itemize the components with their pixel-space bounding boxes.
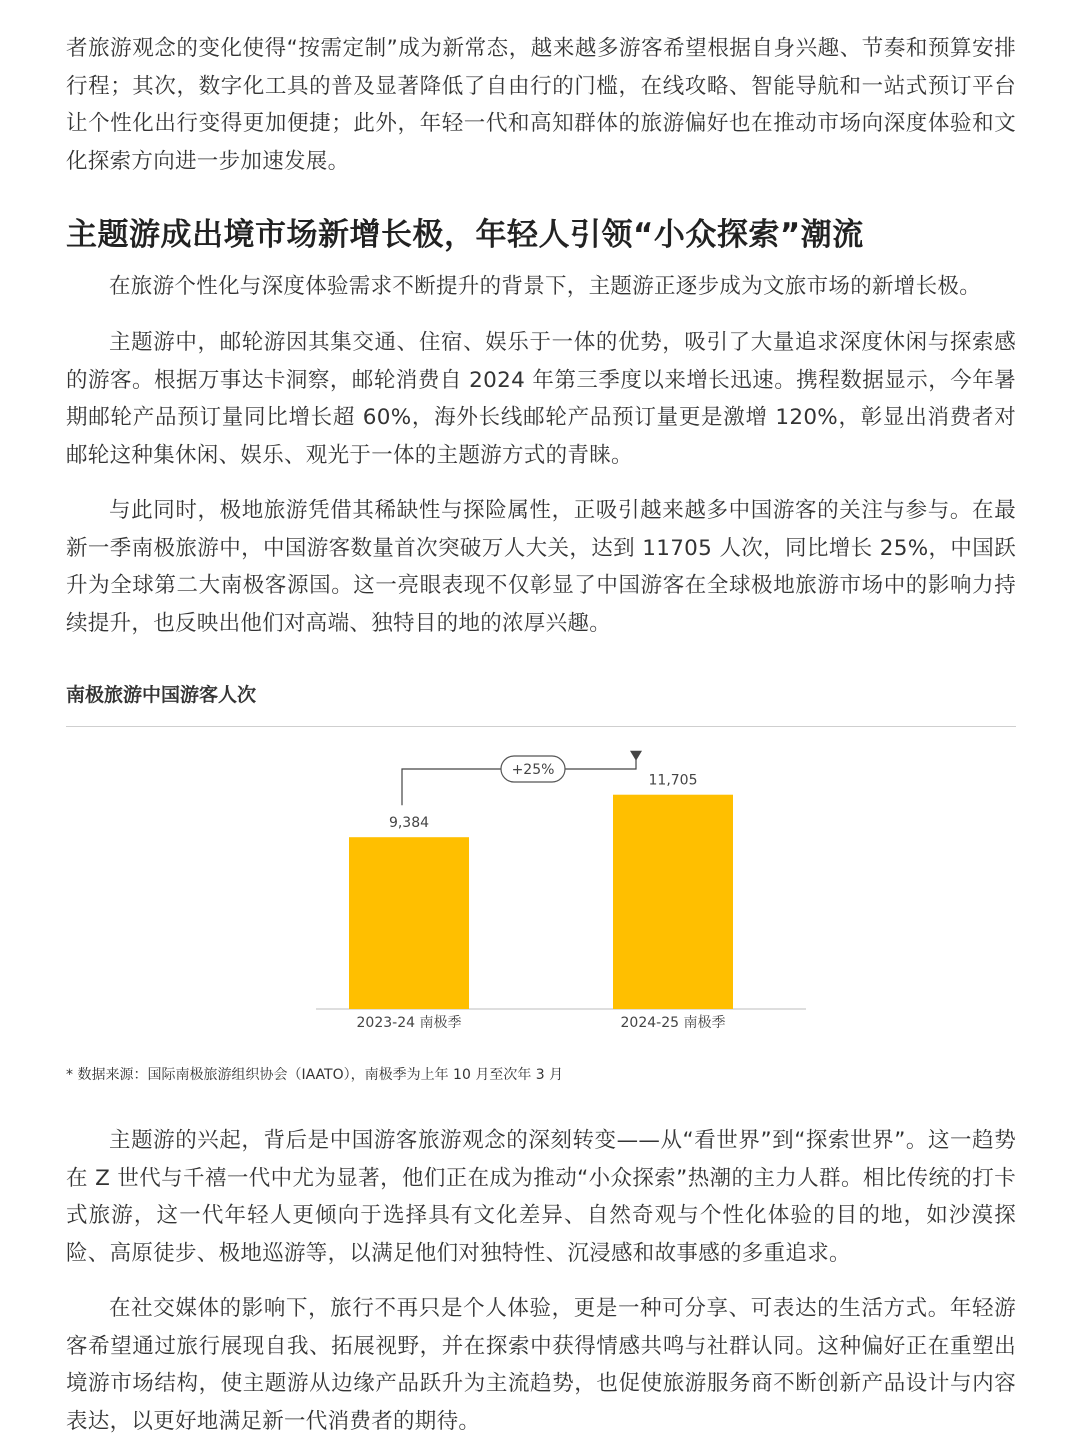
section-paragraph-3: 与此同时，极地旅游凭借其稀缺性与探险属性，正吸引越来越多中国游客的关注与参与。在最新一季南极旅游中，中国游客数量首次突破万人大关，达到 11705 人次，同比增长 25%，中国跃升为全球第二大南极客源国。这一亮眼表现不仅彰显了中国游客在全球极地旅游市场中的影响力持续提升，也反映出他们对高端、独特目的地的浓厚兴趣。 xyxy=(66,498,1016,636)
bar-chart xyxy=(0,740,1080,1050)
growth-label: +25% xyxy=(511,762,555,778)
chart-source-note: * 数据来源：国际南极旅游组织协会（IAATO），南极季为上年 10 月至次年 3 月 xyxy=(66,1067,564,1083)
category-label-2: 2024-25 南极季 xyxy=(620,1015,726,1031)
growth-arrow-icon xyxy=(630,751,642,761)
closing-paragraph-2: 在社交媒体的影响下，旅行不再只是个人体验，更是一种可分享、可表达的生活方式。年轻游客希望通过旅行展现自我、拓展视野，并在探索中获得情感共鸣与社群认同。这种偏好正在重塑出境游市场结构，使主题游从边缘产品跃升为主流趋势，也促使旅游服务商不断创新产品设计与内容表达，以更好地满足新一代消费者的期待。 xyxy=(66,1296,1016,1434)
chart-title: 南极旅游中国游客人次 xyxy=(66,684,257,706)
bar-value-label-1: 9,384 xyxy=(388,815,430,832)
chart-divider xyxy=(66,726,1016,727)
bar-2 xyxy=(613,795,733,1009)
closing-paragraph-1: 主题游的兴起，背后是中国游客旅游观念的深刻转变——从“看世界”到“探索世界”。这一趋势在 Z 世代与千禧一代中尤为显著，他们正在成为推动“小众探索”热潮的主力人群。相比传统的打卡式旅游，这一代年轻人更倾向于选择具有文化差异、自然奇观与个性化体验的目的地，如沙漠探险、高原徒步、极地巡游等，以满足他们对独特性、沉浸感和故事感的多重追求。 xyxy=(66,1128,1016,1266)
intro-paragraph: 者旅游观念的变化使得“按需定制”成为新常态，越来越多游客希望根据自身兴趣、节奏和预算安排行程；其次，数字化工具的普及显著降低了自由行的门槛，在线攻略、智能导航和一站式预订平台让个性化出行变得更加便捷；此外，年轻一代和高知群体的旅游偏好也在推动市场向深度体验和文化探索方向进一步加速发展。 xyxy=(66,36,1016,174)
bar-value-label-2: 11,705 xyxy=(648,772,698,789)
category-label-1: 2023-24 南极季 xyxy=(356,1015,462,1031)
bar-1 xyxy=(349,837,469,1009)
section-heading: 主题游成出境市场新增长极，年轻人引领“小众探索”潮流 xyxy=(66,217,864,253)
section-paragraph-1: 在旅游个性化与深度体验需求不断提升的背景下，主题游正逐步成为文旅市场的新增长极。 xyxy=(109,274,982,299)
section-paragraph-2: 主题游中，邮轮游因其集交通、住宿、娱乐于一体的优势，吸引了大量追求深度休闲与探索感的游客。根据万事达卡洞察，邮轮消费自 2024 年第三季度以来增长迅速。携程数据显示，今年暑期邮轮产品预订量同比增长超 60%，海外长线邮轮产品预订量更是激增 120%，彰显出消费者对邮轮这种集休闲、娱乐、观光于一体的主题游方式的青睐。 xyxy=(66,330,1016,468)
